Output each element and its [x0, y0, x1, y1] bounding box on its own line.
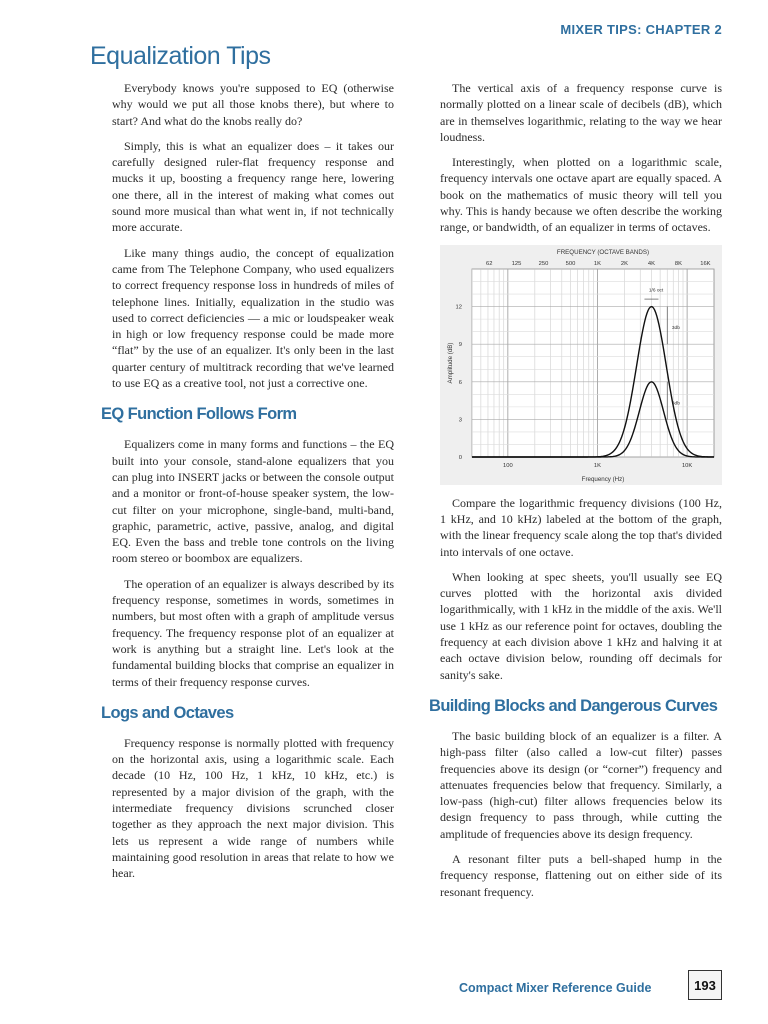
top-tick-label: 62: [486, 260, 493, 267]
top-tick-label: 16K: [700, 260, 711, 267]
paragraph: Compare the logarithmic frequency divisions (100 Hz, 1 kHz, and 10 kHz) labeled at the bottom of the graph, with the linear frequency scale along the top that's divided into intervals of one octave.: [440, 495, 722, 559]
frequency-response-chart: [440, 245, 722, 485]
top-tick-label: 125: [511, 260, 522, 267]
chapter-header: MIXER TIPS: CHAPTER 2: [560, 22, 722, 37]
y-tick-label: 3: [458, 417, 462, 424]
chart-annotation: 1/6 oct: [648, 288, 664, 294]
bottom-tick-label: 100: [503, 462, 513, 469]
chart-annotation: 3db: [671, 325, 680, 331]
paragraph: The basic building block of an equalizer is a filter. A high-pass filter (also called a low-cut filter) passes frequencies above its design (or “corner”) frequency and attenuates frequencies below that frequency. Similarly, a low-pass (high-cut) filter allows frequencies below its design frequency to pass through, while cutting the amplitude of frequencies above its design frequency.: [440, 728, 722, 841]
y-axis-label: Amplitude (dB): [447, 342, 454, 384]
y-tick-label: 9: [458, 341, 462, 348]
footer-guide-title: Compact Mixer Reference Guide: [459, 981, 652, 995]
paragraph: Everybody knows you're supposed to EQ (otherwise why would we put all those knobs there), but where to start? And what do the knobs really do?: [112, 81, 394, 128]
paragraph: Frequency response is normally plotted with frequency on the horizontal axis, using a logarithmic scale. Each decade (10 Hz, 100 Hz, 1 kHz, 10 kHz, etc.) is represented by a major division of the graph, with the intermediate frequency divisions scrunched closer together as they approach the next major division. This lets us represent a wide range of numbers while maintaining good resolution in areas that relate to how we hear.: [112, 735, 394, 881]
chart-title: FREQUENCY (OCTAVE BANDS): [556, 248, 650, 256]
top-tick-label: 500: [565, 260, 576, 267]
top-tick-label: 1K: [593, 260, 602, 267]
chart-annotation: 3db: [671, 401, 680, 407]
y-tick-label: 0: [458, 454, 462, 461]
bottom-tick-label: 10K: [681, 462, 693, 469]
paragraph: When looking at spec sheets, you'll usually see EQ curves plotted with the horizontal axis divided logarithmically, with 1 kHz in the middle of the axis. We'll use 1 kHz as our reference point for octaves, doubling the frequency at each division above 1 kHz and halving it at each octave division below, rounding off decimals for sanity's sake.: [440, 569, 722, 682]
plot-area: [472, 269, 714, 457]
paragraph: Interestingly, when plotted on a logarithmic scale, frequency intervals one octave apart are equally spaced. A book on the mathematics of music theory will tell you why. This is handy because we often describe the working range, or bandwidth, of an equalizer in terms of octaves.: [440, 155, 722, 235]
section-heading-eq-function: EQ Function Follows Form: [101, 405, 297, 424]
page-title: Equalization Tips: [90, 42, 271, 70]
y-tick-label: 6: [458, 379, 462, 386]
right-column: [429, 80, 722, 909]
paragraph: The operation of an equalizer is always described by its frequency response, sometimes in words, sometimes in numbers, but most often with a graph of amplitude versus frequency. The frequency response plot of an equalizer at work is anything but a straight line. Let's look at the fundamental building blocks that comprise an equalizer in terms of their frequency response curves.: [112, 576, 394, 689]
section-heading-logs-octaves: Logs and Octaves: [101, 703, 234, 722]
section-heading-building-blocks: Building Blocks and Dangerous Curves: [429, 696, 718, 715]
page-number: 193: [688, 970, 722, 1000]
paragraph: The vertical axis of a frequency response curve is normally plotted on a linear scale of decibels (dB), which are in themselves logarithmic, relating to the way we hear loudness.: [440, 81, 722, 144]
y-tick-label: 12: [455, 304, 462, 311]
top-tick-label: 250: [538, 260, 549, 267]
bottom-tick-label: 1K: [593, 462, 602, 469]
paragraph: Like many things audio, the concept of equalization came from The Telephone Company, who used equalizers to correct frequency response loss in hundreds of miles of telephone lines. Initially, equalization in the studio was used to correct deficiencies — a mic or loudspeaker weak in high or low frequency response could be made more “flat” by the use of an equalizer. It's only been in the last quarter century of multitrack recording that we've learned to use EQ as a creative tool, not just a corrective one.: [112, 245, 394, 391]
frequency-response-figure: [440, 245, 722, 485]
top-tick-label: 4K: [647, 260, 655, 267]
paragraph: Simply, this is what an equalizer does – it takes our carefully designed ruler-flat frequency response and mucks it up, boosting a frequency range here, lowering one there, all in the interest of making what comes out sound more musical than what went in, if not technically more accurate.: [112, 138, 394, 235]
x-axis-label: Frequency (Hz): [581, 475, 625, 483]
paragraph: A resonant filter puts a bell-shaped hump in the frequency response, flattening out on either side of its resonant frequency.: [440, 852, 722, 899]
top-tick-label: 2K: [620, 260, 629, 267]
top-tick-label: 8K: [674, 260, 682, 267]
paragraph: Equalizers come in many forms and functions – the EQ built into your console, stand-alone equalizers that you can plug into INSERT jacks or between the console output and a monitor or front-of-house speaker system, the low-cut filter on your microphone, single-band, multi-band, graphic, parametric, active, passive, analog, and digital EQ. Even the bass and treble tone controls on the living room stereo or boombox are equalizers.: [112, 437, 394, 566]
left-column: [101, 80, 394, 890]
